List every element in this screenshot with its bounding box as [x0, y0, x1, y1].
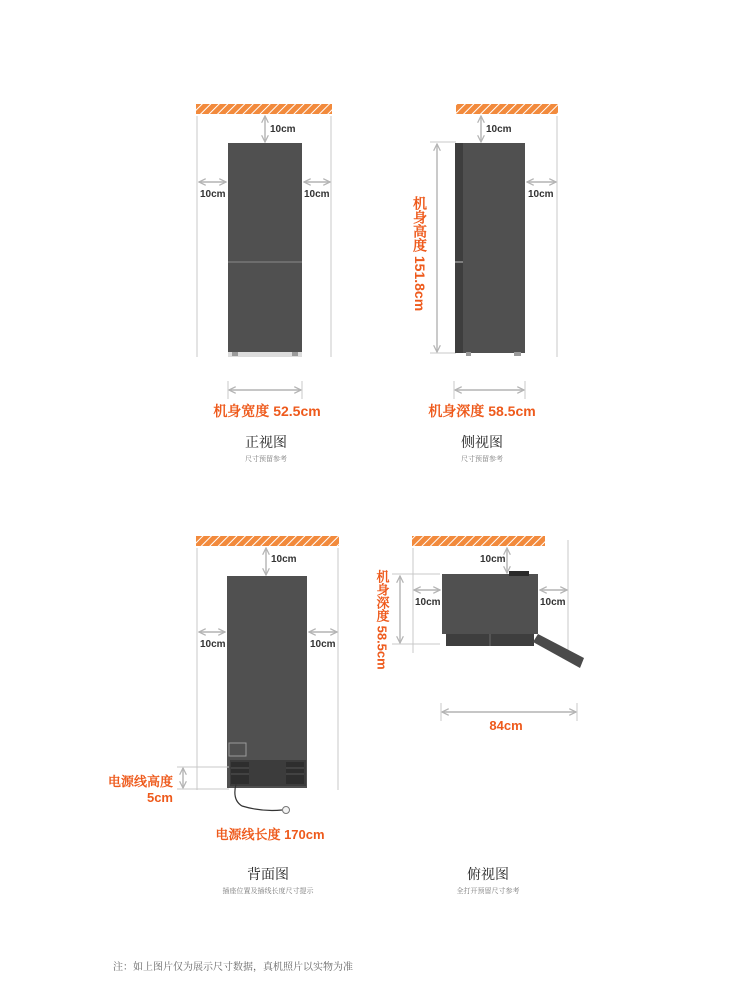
front-view: [196, 104, 332, 463]
left-clearance-label: 10cm: [415, 597, 441, 608]
width-label: 机身宽度 52.5cm: [213, 403, 321, 419]
cord-height-label: 电源线高度: [107, 774, 173, 789]
footer-note: 注：如上图片仅为展示尺寸数据，真机照片以实物为准: [113, 962, 353, 973]
left-clearance-label: 10cm: [200, 639, 226, 650]
top-clearance-label: 10cm: [486, 124, 512, 135]
fridge-top: [442, 574, 538, 634]
fridge-body: [228, 143, 302, 352]
height-label: 机身高度 151.8cm: [412, 196, 428, 312]
right-clearance-label: 10cm: [540, 597, 566, 608]
fridge-body: [463, 143, 525, 353]
open-width-label: 84cm: [489, 718, 523, 733]
top-vent: [509, 571, 529, 576]
front-view-subtitle: 尺寸预留参考: [245, 455, 287, 463]
wall-hatch: [196, 104, 332, 114]
top-clearance-label: 10cm: [480, 554, 506, 565]
back-view-title: 背面图: [247, 867, 289, 883]
back-view-subtitle: 插座位置及插线长度尺寸提示: [222, 887, 314, 895]
top-view: [375, 536, 585, 895]
left-clearance-label: 10cm: [200, 189, 226, 200]
front-view-title: 正视图: [245, 435, 287, 451]
top-clearance-label: 10cm: [271, 554, 297, 565]
right-clearance-label: 10cm: [528, 189, 554, 200]
right-clearance-label: 10cm: [304, 189, 330, 200]
power-plug: [283, 807, 290, 814]
wall-hatch: [196, 536, 339, 546]
side-view-title: 侧视图: [461, 435, 503, 451]
top-view-title: 俯视图: [467, 867, 509, 883]
top-view-subtitle: 全打开预留尺寸参考: [456, 887, 520, 895]
depth-label: 机身深度 58.5cm: [374, 570, 390, 670]
open-door: [533, 634, 584, 668]
top-clearance-label: 10cm: [270, 124, 296, 135]
cord-length-label: 电源线长度 170cm: [215, 827, 325, 842]
cord-height-value: 5cm: [146, 790, 173, 805]
side-view-subtitle: 尺寸预留参考: [461, 455, 503, 463]
wall-hatch: [412, 536, 545, 546]
side-view: [412, 104, 558, 463]
wall-hatch: [456, 104, 558, 114]
right-clearance-label: 10cm: [310, 639, 336, 650]
depth-label: 机身深度 58.5cm: [428, 403, 536, 419]
fridge-base: [228, 352, 302, 357]
fridge-door: [455, 143, 463, 353]
back-view: [108, 536, 339, 895]
